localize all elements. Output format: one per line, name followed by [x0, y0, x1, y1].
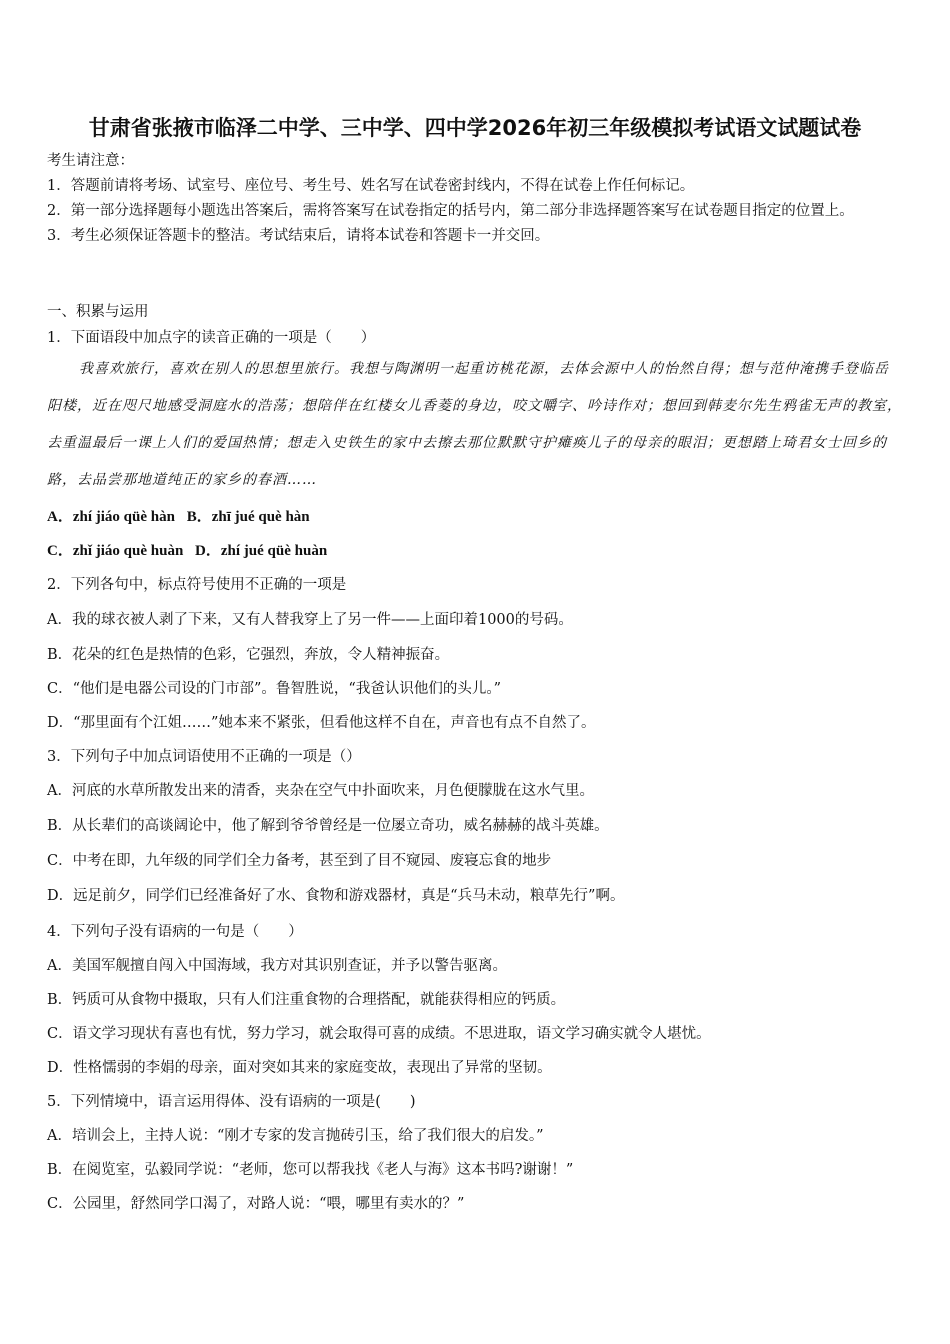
notice-item-1: 1．答题前请将考场、试室号、座位号、考生号、姓名写在试卷密封线内，不得在试卷上作任何标记。 — [47, 178, 695, 194]
question-4-option-b[interactable]: B．钙质可从食物中摄取，只有人们注重食物的合理搭配，就能获得相应的钙质。 — [47, 992, 566, 1008]
question-1-options-row-2 — [47, 539, 907, 560]
exam-title: 甘肃省张掖市临泽二中学、三中学、四中学2026年初三年级模拟考试语文试题试卷 — [88, 116, 862, 140]
question-3-option-d[interactable]: D．远足前夕，同学们已经准备好了水、食物和游戏器材，真是“兵马未动，粮草先行”啊。 — [47, 888, 625, 904]
question-1-option-d[interactable]: D．zhí jué qüè huàn — [195, 543, 328, 559]
notice-heading: 考生请注意： — [47, 153, 134, 169]
question-2-stem: 2．下列各句中，标点符号使用不正确的一项是 — [47, 577, 347, 593]
question-4-option-a[interactable]: A．美国军舰擅自闯入中国海域，我方对其识别查证，并予以警告驱离。 — [47, 958, 507, 974]
question-3-stem: 3．下列句子中加点词语使用不正确的一项是（） — [47, 749, 361, 765]
question-5-stem: 5．下列情境中，语言运用得体、没有语病的一项是( ) — [47, 1094, 416, 1110]
question-5-option-a[interactable]: A．培训会上，主持人说：“刚才专家的发言抛砖引玉，给了我们很大的启发。” — [47, 1128, 544, 1144]
question-2-option-a[interactable]: A．我的球衣被人剥了下来，又有人替我穿上了另一件——上面印着1000的号码。 — [47, 612, 573, 628]
question-1-option-a[interactable]: A．zhí jiáo qüè hàn — [47, 509, 175, 525]
question-2-option-b[interactable]: B．花朵的红色是热情的色彩，它强烈，奔放，令人精神振奋。 — [47, 647, 450, 663]
question-1-options-row-1 — [47, 505, 907, 526]
notice-item-3: 3．考生必须保证答题卡的整洁。考试结束后，请将本试卷和答题卡一并交回。 — [47, 228, 550, 244]
question-3-option-b[interactable]: B．从长辈们的高谈阔论中，他了解到爷爷曾经是一位屡立奇功，威名赫赫的战斗英雄。 — [47, 818, 609, 834]
question-1-passage: 我喜欢旅行，喜欢在别人的思想里旅行。我想与陶渊明一起重访桃花源，去体会源中人的怡然自得；想与范仲淹携手登临岳阳楼，近在咫尺地感受洞庭水的浩荡；想陪伴在红楼女儿香菱的身边，咬文嚼字、吟诗作对；想回到韩麦尔先生鸦雀无声的教室，去重温最后一课上人们的爱国热情；想走入史铁生的家中去擦去那位默默守护瘫痪儿子的母亲的眼泪；更想踏上琦君女士回乡的路，去品尝那地道纯正的家乡的春酒…… — [47, 361, 902, 488]
question-4-option-c[interactable]: C．语文学习现状有喜也有忧，努力学习，就会取得可喜的成绩。不思进取，语文学习确实就令人堪忧。 — [47, 1026, 711, 1042]
question-4-option-d[interactable]: D．性格懦弱的李娟的母亲，面对突如其来的家庭变故，表现出了异常的坚韧。 — [47, 1060, 552, 1076]
notice-block — [47, 149, 907, 249]
section-heading: 一、积累与运用 — [47, 304, 149, 320]
question-1-option-b[interactable]: B．zhī jué què hàn — [186, 509, 310, 525]
question-1-option-c[interactable]: C．zhǐ jiáo què huàn — [47, 543, 184, 559]
notice-item-2: 2．第一部分选择题每小题选出答案后，需将答案写在试卷指定的括号内，第二部分非选择题答案写在试卷题目指定的位置上。 — [47, 203, 854, 219]
question-5-option-c[interactable]: C．公园里，舒然同学口渴了，对路人说：“喂，哪里有卖水的？” — [47, 1196, 465, 1212]
question-4-stem: 4．下列句子没有语病的一句是（ ） — [47, 924, 303, 940]
question-2-option-c[interactable]: C．“他们是电器公司设的门市部”。鲁智胜说，“我爸认识他们的头儿。” — [47, 681, 501, 697]
question-3-option-a[interactable]: A．河底的水草所散发出来的清香，夹杂在空气中扑面吹来，月色便朦胧在这水气里。 — [47, 783, 594, 799]
question-1-stem: 1．下面语段中加点字的读音正确的一项是（ ） — [47, 330, 376, 346]
question-3-option-c[interactable]: C．中考在即，九年级的同学们全力备考，甚至到了目不窥园、废寝忘食的地步 — [47, 853, 552, 869]
question-2-option-d[interactable]: D．“那里面有个江姐……”她本来不紧张，但看他这样不自在，声音也有点不自然了。 — [47, 715, 596, 731]
question-5-option-b[interactable]: B．在阅览室，弘毅同学说：“老师，您可以帮我找《老人与海》这本书吗?谢谢！” — [47, 1162, 574, 1178]
